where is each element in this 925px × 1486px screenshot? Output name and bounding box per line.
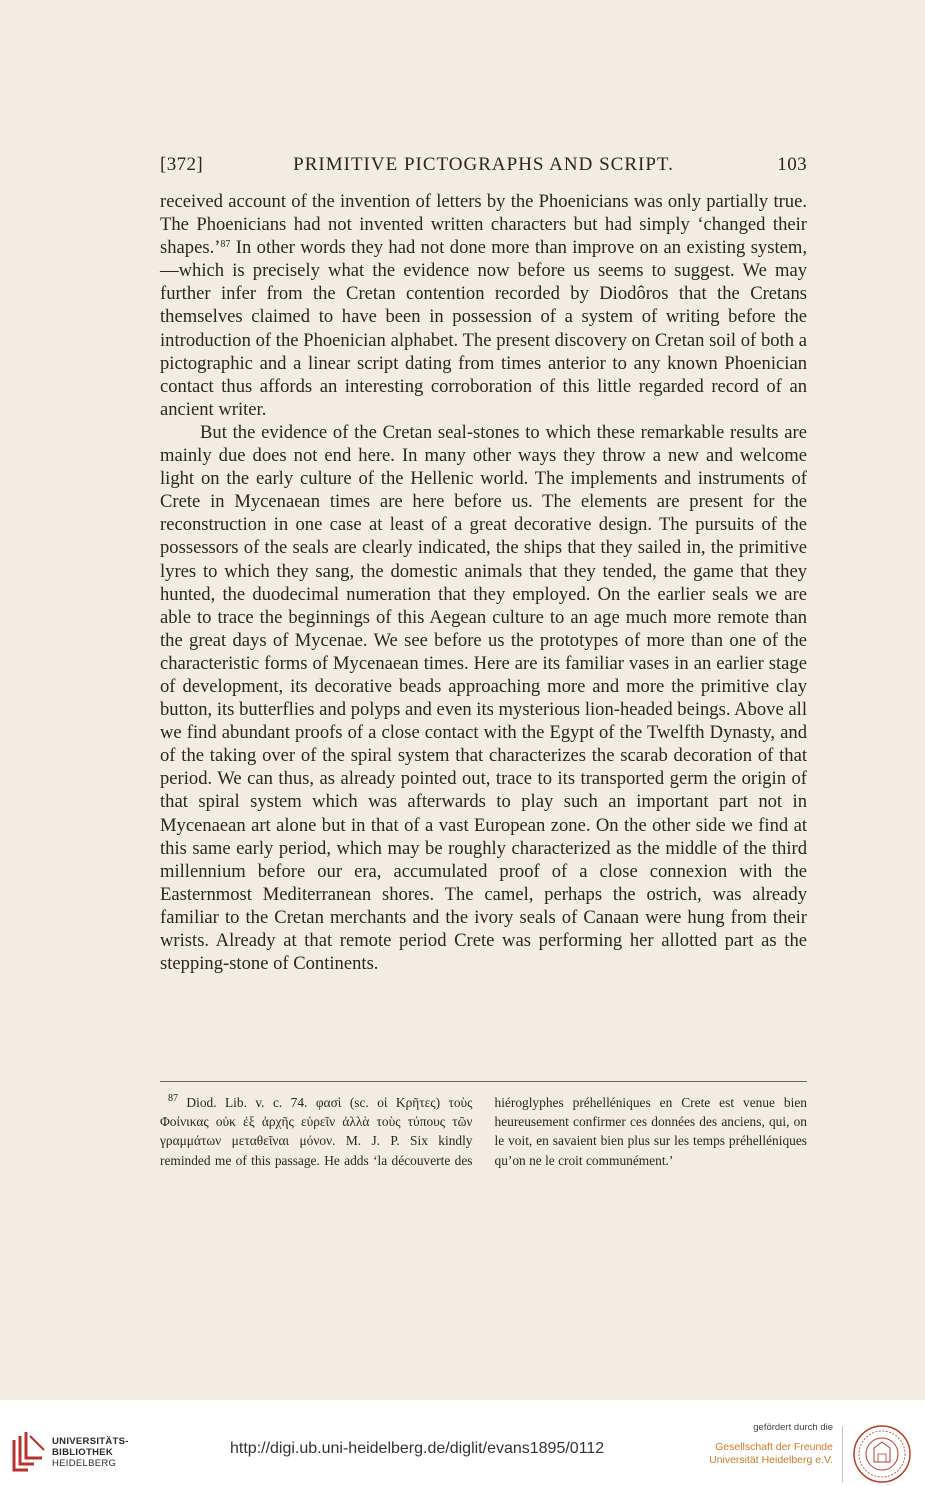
page-reference: [372] <box>160 154 204 175</box>
footnote-marker: 87 <box>168 1093 178 1104</box>
library-line-2: BIBLIOTHEK <box>52 1447 114 1458</box>
page-number: 103 <box>777 154 807 175</box>
footnote-reference[interactable]: 87 <box>220 239 231 251</box>
body-text <box>160 190 807 975</box>
running-header <box>160 154 807 180</box>
university-seal-icon <box>852 1424 912 1484</box>
permalink-url[interactable]: http://digi.ub.uni-heidelberg.de/diglit/evans1895/0112 <box>230 1440 605 1457</box>
library-line-1: UNIVERSITÄTS- <box>52 1436 129 1447</box>
sponsor-name-line-1[interactable]: Gesellschaft der Freunde <box>715 1441 833 1453</box>
library-name <box>52 1436 129 1469</box>
running-title: PRIMITIVE PICTOGRAPHS AND SCRIPT. <box>293 154 674 175</box>
paragraph-1-part-a: received account of the invention of letters by the Phoenicians was only partially true. The Phoenicians had not invented written characters but had simply ‘changed their shapes.’ <box>160 191 807 259</box>
footnote-87 <box>160 1093 807 1183</box>
footer-divider <box>842 1426 843 1482</box>
sponsor-label: gefördert durch die <box>753 1422 833 1433</box>
paragraph-1 <box>160 190 807 421</box>
footnotes <box>160 1093 807 1183</box>
paragraph-2: But the evidence of the Cretan seal-stones to which these remarkable results are mainly due does not end here. In many other ways they throw a new and welcome light on the early culture of the Hellenic world. The implements and instruments of Crete in Mycenaean times are here before us. The elements are present for the reconstruction in one case at least of a great decorative design. The pursuits of the possessors of the seals are clearly indicated, the ships that they sailed in, the primitive lyres to which they sang, the domestic animals that they tended, the game that they hunted, the duodecimal numeration that they employed. On the earlier seals we are able to trace the beginnings of this Aegean culture to an age much more remote than the great days of Mycenae. We see before us the prototypes of more than one of the characteristic forms of Mycenaean times. Here are its familiar vases in an earlier stage of development, its decorative beads approaching more and more the primitive clay button, its butterflies and polyps and even its mysterious lion-headed beings. Above all we find abundant proofs of a close contact with the Egypt of the Twelfth Dynasty, and of the taking over of the spiral system that characterizes the scarab decoration of that period. We can thus, as already pointed out, trace to its transported germ the origin of that spiral system which was afterwards to play such an important part not in Mycenaean art alone but in that of a vast European zone. On the other side we find at this same early period, which may be roughly characterized as the middle of the third millennium before our era, accumulated proof of a close connexion with the Easternmost Mediterranean shores. The camel, perhaps the ostrich, was already familiar to the Cretan merchants and the ivory seals of Canaan were hung from their wrists. Already at that remote period Crete was performing her allotted part as the stepping-stone of Continents. <box>160 421 807 975</box>
footnote-text: Diod. Lib. v. c. 74. φασὶ (sc. οἱ Κρῆτες) τοὺς Φοίνικας οὐκ ἐξ ἀρχῆς εὑρεῖν ἀλλὰ τοὺς τύπους τῶν γραμμάτων μεταθεῖναι μόνον. M. J. P. Six kindly reminded me of this passage. He adds ‘la découverte des hiéroglyphes préhelléniques en Crete est venue bien heureusement confirmer ces données des anciens, qui, on le voit, en savaient bien plus sur les temps préhelléniques qu’on ne le croit communément.’ <box>160 1095 807 1168</box>
library-line-3: HEIDELBERG <box>52 1458 117 1469</box>
paragraph-1-part-b: In other words they had not done more than improve on an existing system,—which is precisely what the evidence now before us seems to suggest. We may further infer from the Cretan contention recorded by Diodôros that the Cretans themselves claimed to have been in possession of a system of writing before the introduction of the Phoenician alphabet. The present discovery on Cretan soil of both a pictographic and a linear script dating from times anterior to any known Phoenician contact thus affords an interesting corroboration of this little regarded record of an ancient writer. <box>160 237 807 420</box>
library-logo-icon[interactable] <box>10 1430 48 1474</box>
footnote-divider <box>160 1081 807 1082</box>
sponsor-block <box>709 1422 833 1467</box>
sponsor-name-line-2[interactable]: Universität Heidelberg e.V. <box>709 1454 833 1466</box>
digitization-footer <box>0 1400 925 1486</box>
